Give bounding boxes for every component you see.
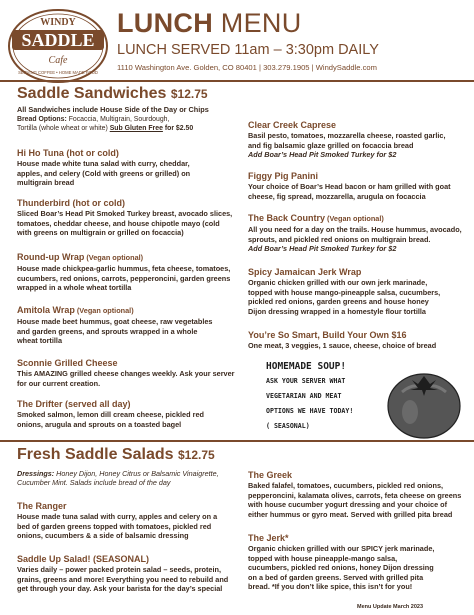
salads-heading [17,446,215,464]
desc-line: on a bed of garden greens. Served with grilled pita [248,572,424,582]
desc-line: onions, arugula and sprouts on a toasted bagel [17,419,182,429]
desc-line: Sliced Boar’s Head Pit Smoked Turkey breast, avocado slices, [17,209,233,218]
desc-line: House made tuna salad with curry, apples and celery on a [17,512,218,521]
bread-options-text: Focaccia, Multigrain, Sourdough, [66,115,170,123]
bread-options [17,115,247,125]
sandwiches-heading [17,85,208,103]
windy-saddle-logo [6,6,110,84]
item-name: Figgy Pig Panini [248,171,319,181]
item-name [17,251,245,264]
desc-line: bread. *If you don’t like spice, this isn’t for you! [248,582,413,592]
vegan-tag: (Vegan optional) [84,253,144,262]
logo-top-text: WINDY [40,17,76,28]
menu-title-bold: LUNCH [117,8,213,38]
logo-main-text: SADDLE [21,30,95,50]
item-name-text: Round-up Wrap [17,252,85,262]
item-description [17,159,242,188]
desc-line: with greens on multigrain or grilled on focaccia) [17,228,184,238]
menu-item [17,398,245,429]
desc-line: grains, greens and more! Everything you need to rebuild and [17,574,229,584]
menu-item [17,147,242,188]
menu-item [17,197,245,238]
menu-item [248,266,470,316]
desc-line: Baked falafel, tomatoes, cucumbers, pickled red onions, [248,481,444,490]
desc-line: onions, cucumbers & a side of balsamic dressing [17,531,189,541]
soup-heading: HOMEMADE SOUP! [266,361,347,372]
desc-line: get through your day. Ask your barista for the day’s special [17,584,223,594]
desc-line: wrapped in a whole wheat tortilla [17,283,132,293]
menu-item [17,500,242,541]
item-name: The Greek [248,470,293,480]
desc-line: Varies daily – power packed protein salad – seeds, protein, [17,565,221,574]
item-description [17,264,245,293]
desc-line: with house cucumber yogurt dressing and your choice of [248,500,448,510]
dressings-line2: Cucumber Mint. Salads include bread of the day [17,478,171,488]
tortilla-text: Tortilla (whole wheat or white) [17,125,110,133]
desc-line: apples, and celery (Cold with greens or grilled) on [17,168,191,178]
item-description [248,278,470,316]
item-name: Thunderbird (hot or cold) [17,198,125,208]
desc-line: Your choice of Boar’s Head bacon or ham grilled with goat [248,182,451,191]
desc-line: House made chickpea-garlic hummus, feta cheese, tomatoes, [17,264,231,273]
desc-line: sprouts, and pickled red onions on multigrain bread. [248,234,431,244]
logo-bottom-text: SERVING COFFEE • HOME MADE FOOD [18,70,98,75]
item-description [17,565,245,594]
desc-line: Smoked salmon, lemon dill cream cheese, pickled red [17,410,204,419]
item-name: The Ranger [17,501,67,511]
menu-item [248,329,470,351]
item-name-text: The Back Country [248,213,326,223]
section-divider [0,440,474,442]
desc-line: either hummus or gyro meat. Served with grilled pita bread [248,509,453,519]
dressings [17,469,242,478]
item-description [248,341,470,351]
menu-item [248,532,470,592]
salads-title: Fresh Saddle Salads [17,446,174,463]
soup-line: OPTIONS WE HAVE TODAY! [266,407,354,415]
desc-line: House made beet hummus, goat cheese, raw vegetables [17,317,213,326]
desc-line: bed of garden greens topped with tomatoes, pickled red [17,521,212,531]
menu-item [17,553,245,594]
gluten-free-text: Sub Gluten Free [109,125,163,133]
sandwiches-intro [17,105,247,134]
item-name: The Drifter (served all day) [17,399,131,409]
item-name: Spicy Jamaican Jerk Wrap [248,267,362,277]
desc-line: This AMAZING grilled cheese changes weekly. Ask your server [17,369,235,378]
desc-line: multigrain bread [17,178,75,188]
item-description [248,225,470,254]
desc-line: Organic chicken grilled with our SPICY jerk marinade, [248,544,435,553]
logo-cafe-text: Cafe [48,55,68,66]
dressings-label: Dressings: [17,469,55,478]
sandwiches-title: Saddle Sandwiches [17,85,167,102]
item-name: Sconnie Grilled Cheese [17,358,118,368]
desc-line: All you need for a day on the trails. House hummus, avocado, [248,225,462,234]
item-name [17,304,245,317]
soup-line: VEGETARIAN AND MEAT [266,392,342,400]
bread-options-label: Bread Options: [17,115,67,123]
desc-line: House made white tuna salad with curry, cheddar, [17,159,190,168]
menu-title-rest: MENU [213,8,302,38]
item-description [248,182,470,201]
desc-line: One meat, 3 veggies, 1 sauce, cheese, choice of bread [248,341,437,350]
add-turkey-note: Add Boar’s Head Pit Smoked Turkey for $2 [248,150,397,160]
item-description [248,481,470,519]
desc-line: and garden greens, and sprouts wrapped in a whole [17,326,198,336]
soup-callout [266,360,390,434]
menu-item [248,469,470,519]
item-description [17,209,245,238]
item-description [17,317,245,346]
desc-line: cucumbers, pickled red onions, honey Dijon dressing [248,563,434,573]
dressings-text: Honey Dijon, Honey Citrus or Balsamic Vinaigrette, [54,469,219,478]
menu-update-date: Menu Update March 2023 [357,604,424,610]
item-description [248,131,470,160]
item-name-text: Amitola Wrap [17,305,75,315]
desc-line: topped with house pineapple-mango salsa, [248,553,398,563]
desc-line: tomatoes, cheddar cheese, and house chipotle mayo (cold [17,218,220,228]
desc-line: Dijon dressing wrapped in a homestyle flour tortilla [248,306,426,316]
desc-line: cheese, fig spread, mozzarella, arugula on focaccia [248,191,426,201]
item-name: Saddle Up Salad! (SEASONAL) [17,554,150,564]
desc-line: Basil pesto, tomatoes, mozzarella cheese, roasted garlic, [248,131,446,140]
item-description [17,369,245,388]
bread-options-line2 [17,124,247,134]
item-name: The Jerk* [248,533,289,543]
item-name: Clear Creek Caprese [248,120,337,130]
salads-price: $12.75 [177,448,215,462]
desc-line: wheat tortilla [17,336,63,346]
gluten-free-price: for $2.50 [162,125,194,133]
item-description [17,410,245,429]
soup-line: ( SEASONAL) [266,422,310,430]
contact-info: 1110 Washington Ave. Golden, CO 80401 | 303.279.1905 | WindySaddle.com [117,63,377,72]
vegan-tag: (Vegan optional) [325,214,384,223]
menu-title [117,8,302,39]
item-name: You’re So Smart, Build Your Own $16 [248,330,407,340]
menu-item [17,357,245,388]
menu-item [248,119,470,160]
sandwiches-side-note: All Sandwiches include House Side of the Day or Chips [17,105,209,114]
item-description [17,512,242,541]
menu-item [17,304,245,346]
lunch-hours: LUNCH SERVED 11am – 3:30pm DAILY [117,42,379,58]
desc-line: pepperoncini, kalamata olives, carrots, feta cheese on greens [248,490,462,500]
desc-line: for our current creation. [17,378,101,388]
menu-item [248,212,470,254]
add-turkey-note: Add Boar’s Head Pit Smoked Turkey for $2 [248,244,397,254]
desc-line: Organic chicken grilled with our own jerk marinade, [248,278,428,287]
item-name: Hi Ho Tuna (hot or cold) [17,148,119,158]
desc-line: pickled red onions, garden greens and house honey [248,297,429,307]
vegan-tag: (Vegan optional) [74,306,134,315]
sandwiches-price: $12.75 [170,87,208,101]
item-description [248,544,470,592]
header-divider [0,80,474,82]
soup-line: ASK YOUR SERVER WHAT [266,377,346,385]
menu-item [248,170,470,201]
desc-line: cucumbers, red onions, carrots, pepperoncini, garden greens [17,273,231,283]
tomato-illustration [384,362,464,442]
item-name [248,212,470,225]
desc-line: topped with house mango-pineapple salsa, cucumbers, [248,287,441,297]
desc-line: and fig balsamic glaze grilled on focaccia bread [248,140,414,150]
salads-intro [17,469,242,488]
menu-item [17,251,245,293]
